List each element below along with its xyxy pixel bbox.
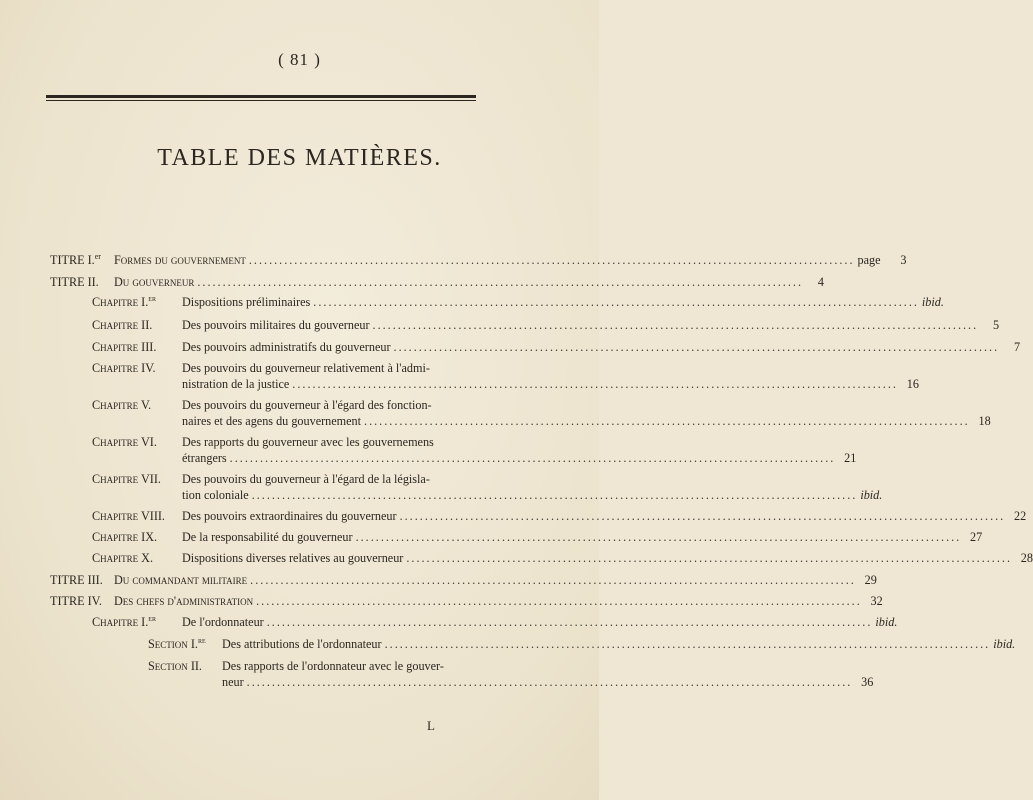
toc-entry-label: Chapitre II. <box>92 318 153 332</box>
toc-entry-text: Formes du gouvernement <box>114 253 246 267</box>
toc-entry-label: Chapitre IV. <box>92 361 156 375</box>
toc-page-number: 21 <box>844 451 857 465</box>
toc-entry-label: TITRE IV. <box>50 594 102 608</box>
toc-entry-label: Chapitre I.$^{er}$ <box>92 293 156 309</box>
dot-leader: ........................................................................................................................ <box>251 488 858 502</box>
dot-leader: ........................................................................................................................ <box>250 573 856 587</box>
toc-entry-label: Chapitre IX. <box>92 530 158 544</box>
toc-entry-text: Des rapports du gouverneur avec les gouvernemens <box>182 435 434 449</box>
toc-entry <box>148 635 1016 652</box>
toc-entry-label: TITRE I.$^{er}$ <box>50 251 101 267</box>
toc-entry <box>222 674 874 690</box>
page-number: ( 81 ) <box>278 50 321 69</box>
toc-entry-line <box>148 658 444 674</box>
toc-entry-continuation: étrangers <box>182 451 227 465</box>
toc-entry <box>182 450 857 466</box>
toc-entry <box>182 413 991 429</box>
toc-entry <box>92 339 1021 355</box>
toc-entry <box>92 529 983 545</box>
toc-page-number: 28 <box>1020 551 1033 565</box>
toc-page-number: 7 <box>1014 340 1021 354</box>
toc-entry <box>92 550 1033 566</box>
toc-entry-continuation: neur <box>222 675 244 689</box>
toc-entry-label: Chapitre X. <box>92 551 154 565</box>
toc-entry <box>50 274 824 290</box>
toc-entry-label: Section I.$^{re}$ <box>148 635 206 651</box>
toc-entry-text: Du commandant militaire <box>114 573 248 587</box>
toc-entry-text: Du gouverneur <box>114 275 195 289</box>
page-title: TABLE DES MATIÈRES. <box>157 145 442 171</box>
dot-leader: ........................................................................................................................ <box>229 451 836 465</box>
toc-page-number: 3 <box>900 253 907 267</box>
dot-leader: ........................................................................................................................ <box>246 675 853 689</box>
toc-entry-text: Des pouvoirs du gouverneur relativement à l'admi- <box>182 361 430 375</box>
toc-entry-text: Des pouvoirs administratifs du gouverneur <box>182 340 391 354</box>
toc-entry <box>50 593 883 609</box>
toc-page-number: ibid. <box>993 637 1016 651</box>
toc-entry-label: Chapitre VI. <box>92 435 157 449</box>
toc-page-number: 18 <box>978 414 991 428</box>
toc-entry <box>92 293 944 310</box>
dot-leader: ........................................................................................................................ <box>406 551 1012 565</box>
toc-page-number: 36 <box>861 675 874 689</box>
dot-leader: ........................................................................................................................ <box>197 275 803 289</box>
toc-entry-label: Chapitre I.$^{er}$ <box>92 613 156 629</box>
toc-entry <box>92 508 1027 524</box>
toc-entry-label: Chapitre III. <box>92 340 157 354</box>
toc-page-number: ibid. <box>921 295 944 309</box>
toc-page-number: 5 <box>993 318 1000 332</box>
toc-entry <box>50 251 907 268</box>
toc-entry-continuation: nistration de la justice <box>182 377 290 391</box>
toc-entry-continuation: tion coloniale <box>182 488 249 502</box>
toc-page-number: 22 <box>1014 509 1027 523</box>
toc-entry-label: Section II. <box>148 659 202 673</box>
toc-entry-label: Chapitre V. <box>92 398 152 412</box>
toc-entry-text: Des pouvoirs militaires du gouverneur <box>182 318 370 332</box>
toc-entry <box>182 376 919 392</box>
toc-entry-continuation: naires et des agens du gouvernement <box>182 414 362 428</box>
toc-entry-label: Chapitre VII. <box>92 472 161 486</box>
dot-leader: ........................................................................................................................ <box>372 318 979 332</box>
toc-page-number: 27 <box>970 530 983 544</box>
toc-page-number: 32 <box>870 594 883 608</box>
toc-entry-text: Des chefs d'administration <box>114 594 254 608</box>
page-word: page <box>857 253 881 267</box>
signature-mark: L <box>427 718 435 733</box>
dot-leader: ........................................................................................................................ <box>393 340 1000 354</box>
toc-entry-text: Des pouvoirs du gouverneur à l'égard des fonction- <box>182 398 432 412</box>
toc-entry-label: Chapitre VIII. <box>92 509 165 523</box>
dot-leader: ........................................................................................................................ <box>399 509 1006 523</box>
toc-page-number: 4 <box>817 275 824 289</box>
toc-page-number: 29 <box>864 573 877 587</box>
toc-entry-line <box>92 360 430 376</box>
dot-leader: ........................................................................................................................ <box>266 615 873 629</box>
toc-entry <box>92 613 898 630</box>
dot-leader: ........................................................................................................................ <box>248 253 855 267</box>
toc-entry-text: Des pouvoirs du gouverneur à l'égard de la législa- <box>182 472 430 486</box>
toc-entry-line <box>92 397 432 413</box>
dot-leader: ........................................................................................................................ <box>292 377 898 391</box>
dot-leader: ........................................................................................................................ <box>256 594 862 608</box>
toc-entry-label: TITRE II. <box>50 275 99 289</box>
toc-entry-line <box>92 434 434 450</box>
dot-leader: ........................................................................................................................ <box>384 637 991 651</box>
dot-leader: ........................................................................................................................ <box>364 414 970 428</box>
toc-entry-text: Des rapports de l'ordonnateur avec le gouver- <box>222 659 444 673</box>
toc-entry-text: De l'ordonnateur <box>182 615 264 629</box>
toc-entry <box>182 487 883 503</box>
toc-page-number: 16 <box>906 377 919 391</box>
toc-entry-text: Des pouvoirs extraordinaires du gouverneur <box>182 509 397 523</box>
toc-page-number: ibid. <box>875 615 898 629</box>
dot-leader: ........................................................................................................................ <box>355 530 962 544</box>
toc-entry-label: TITRE III. <box>50 573 103 587</box>
dot-leader: ........................................................................................................................ <box>313 295 919 309</box>
toc-entry-text: De la responsabilité du gouverneur <box>182 530 353 544</box>
toc-entry <box>50 572 877 588</box>
toc-entry-text: Dispositions diverses relatives au gouverneur <box>182 551 404 565</box>
toc-entry-text: Des attributions de l'ordonnateur <box>222 637 382 651</box>
toc-entry <box>92 317 1000 333</box>
toc-entry-text: Dispositions préliminaires <box>182 295 311 309</box>
toc-entry-line <box>92 471 430 487</box>
toc-page-number: ibid. <box>860 488 883 502</box>
